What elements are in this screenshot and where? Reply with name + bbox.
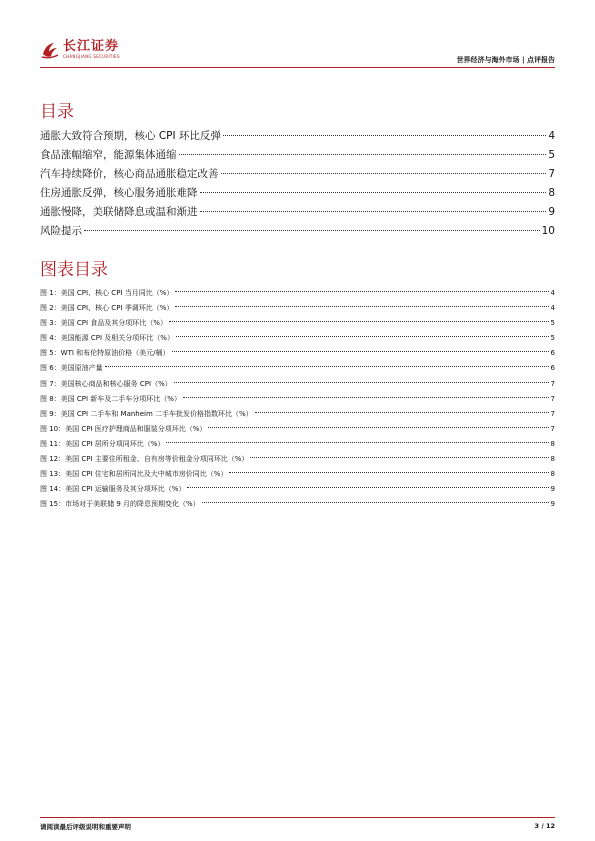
toc-entry-page: 8 xyxy=(548,187,555,199)
toc-entry-label: 汽车持续降价，核心商品通胀稳定改善 xyxy=(40,168,219,180)
page-header xyxy=(40,40,555,66)
figure-entry-page: 4 xyxy=(550,304,555,313)
toc-entry-label: 住房通胀反弹，核心服务通胀难降 xyxy=(40,187,198,199)
toc-entry-page: 7 xyxy=(548,168,555,180)
toc-entry[interactable] xyxy=(40,203,555,222)
dot-leader xyxy=(105,366,549,367)
figure-entry-page: 9 xyxy=(550,500,555,509)
figure-entry[interactable] xyxy=(40,361,555,376)
figure-entry-page: 8 xyxy=(550,455,555,464)
figure-entry-page: 7 xyxy=(550,379,555,388)
figure-entry[interactable] xyxy=(40,422,555,437)
page-number: 3 / 12 xyxy=(534,822,555,830)
toc-entry-page: 5 xyxy=(548,149,555,161)
dot-leader xyxy=(187,487,548,488)
dot-leader xyxy=(250,457,548,458)
figure-entry-label: 图 13：美国 CPI 住宅和居所同比及大中城市房价同比（%） xyxy=(40,470,228,479)
dot-leader xyxy=(179,154,547,155)
figure-entry-page: 7 xyxy=(550,394,555,403)
dot-leader xyxy=(202,502,549,503)
figure-entry-page: 6 xyxy=(550,349,555,358)
dot-leader xyxy=(166,442,548,443)
figure-entry-label: 图 10：美国 CPI 医疗护理商品和服装分项环比（%） xyxy=(40,424,207,433)
figure-entry[interactable] xyxy=(40,437,555,452)
dot-leader xyxy=(200,192,547,193)
toc-entry[interactable] xyxy=(40,222,555,241)
figure-entry[interactable] xyxy=(40,331,555,346)
company-logo xyxy=(40,40,120,60)
figure-entry-label: 图 15：市场对于美联储 9 月的降息预期变化（%） xyxy=(40,500,200,509)
figure-entry[interactable] xyxy=(40,482,555,497)
figure-entry[interactable] xyxy=(40,392,555,407)
toc-entry[interactable] xyxy=(40,165,555,184)
figure-entry-label: 图 12：美国 CPI 主要住所租金、自有房等价租金分项同环比（%） xyxy=(40,455,249,464)
toc-entry-label: 风险提示 xyxy=(40,225,82,237)
dot-leader xyxy=(175,306,548,307)
figure-list-title: 图表目录 xyxy=(40,260,108,280)
dot-leader xyxy=(169,321,549,322)
toc-entry-label: 通胀大致符合预期，核心 CPI 环比反弹 xyxy=(40,130,221,142)
toc-list xyxy=(40,127,555,241)
toc-entry[interactable] xyxy=(40,146,555,165)
toc-entry-page: 10 xyxy=(541,225,555,237)
figure-list xyxy=(40,286,555,512)
toc-entry-label: 食品涨幅缩窄，能源集体通缩 xyxy=(40,149,177,161)
toc-entry-label: 通胀慢降，美联储降息或温和渐进 xyxy=(40,206,198,218)
dot-leader xyxy=(176,336,549,337)
figure-entry-label: 图 2：美国 CPI、核心 CPI 季调环比（%） xyxy=(40,304,174,313)
figure-entry-page: 7 xyxy=(550,424,555,433)
dot-leader xyxy=(183,397,549,398)
figure-entry-label: 图 7：美国核心商品和核心服务 CPI（%） xyxy=(40,379,172,388)
dot-leader xyxy=(172,351,549,352)
header-divider xyxy=(40,67,555,68)
figure-entry-page: 8 xyxy=(550,470,555,479)
figure-entry[interactable] xyxy=(40,301,555,316)
figure-entry[interactable] xyxy=(40,316,555,331)
figure-entry[interactable] xyxy=(40,497,555,512)
figure-entry-page: 8 xyxy=(550,439,555,448)
dot-leader xyxy=(229,472,548,473)
toc-title: 目录 xyxy=(40,102,74,122)
figure-entry[interactable] xyxy=(40,407,555,422)
figure-entry-label: 图 9：美国 CPI 二手车和 Manheim 二手车批发价格指数环比（%） xyxy=(40,409,253,418)
figure-entry-label: 图 8：美国 CPI 新车及二手车分项环比（%） xyxy=(40,394,181,403)
figure-entry-page: 9 xyxy=(550,485,555,494)
figure-entry-page: 7 xyxy=(550,409,555,418)
figure-entry[interactable] xyxy=(40,377,555,392)
toc-entry[interactable] xyxy=(40,184,555,203)
dot-leader xyxy=(174,382,549,383)
toc-entry[interactable] xyxy=(40,127,555,146)
figure-entry[interactable] xyxy=(40,286,555,301)
disclaimer-note: 请阅读最后评级说明和重要声明 xyxy=(40,823,131,831)
figure-entry-label: 图 3：美国 CPI 食品及其分项环比（%） xyxy=(40,319,167,328)
dot-leader xyxy=(84,230,540,231)
figure-entry[interactable] xyxy=(40,346,555,361)
changjiang-logo-icon xyxy=(40,40,60,60)
dot-leader xyxy=(255,412,549,413)
figure-entry[interactable] xyxy=(40,467,555,482)
dot-leader xyxy=(175,291,548,292)
figure-entry-page: 6 xyxy=(550,364,555,373)
figure-entry-label: 图 14：美国 CPI 运输服务及其分项环比（%） xyxy=(40,485,186,494)
figure-entry-page: 5 xyxy=(550,319,555,328)
figure-entry-page: 4 xyxy=(550,289,555,297)
toc-entry-page: 9 xyxy=(548,206,555,218)
toc-entry-page: 4 xyxy=(548,130,555,142)
dot-leader xyxy=(200,211,547,212)
figure-entry-label: 图 4：美国能源 CPI 及相关分项环比（%） xyxy=(40,334,174,343)
footer-divider xyxy=(40,817,555,818)
figure-entry[interactable] xyxy=(40,452,555,467)
figure-entry-label: 图 6：美国原油产量 xyxy=(40,364,103,373)
logo-english-name: CHANGJIANG SECURITIES xyxy=(63,54,120,59)
report-category: 世界经济与海外市场 | 点评报告 xyxy=(456,56,555,64)
figure-entry-page: 5 xyxy=(550,334,555,343)
figure-entry-label: 图 1：美国 CPI、核心 CPI 当月同比（%） xyxy=(40,289,174,297)
dot-leader xyxy=(208,427,548,428)
dot-leader xyxy=(223,135,546,136)
logo-name: 长江证券 xyxy=(63,39,120,54)
figure-entry-label: 图 5：WTI 和布伦特原油价格（美元/桶） xyxy=(40,349,170,358)
dot-leader xyxy=(221,173,547,174)
figure-entry-label: 图 11：美国 CPI 居所分项同环比（%） xyxy=(40,439,165,448)
